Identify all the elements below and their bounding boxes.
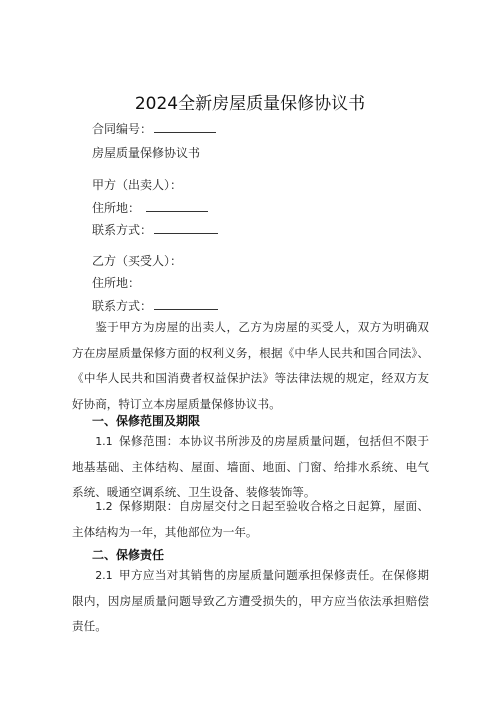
document-title: 2024全新房屋质量保修协议书 [134, 94, 366, 114]
intro-paragraph: 鉴于甲方为房屋的出卖人，乙方为房屋的买受人，双方为明确双方在房屋质量保修方面的权利义务，根据《中华人民共和国合同法》、《中华人民共和国消费者权益保护法》等法律法规的规定，经双方友好协商，特订立本房屋质量保修协议书。 [72, 320, 429, 411]
contract-number-line [92, 121, 216, 136]
party-b-contact-line [92, 298, 218, 313]
document-subtitle: 房屋质量保修协议书 [92, 146, 201, 160]
party-a-contact-line [92, 222, 218, 237]
section-1-item-2-text: 保修期限：自房屋交付之日起至验收合格之日起算，屋面、主体结构为一年，其他部位为一年。 [72, 499, 429, 539]
party-a-contact-blank [154, 222, 218, 234]
party-a-address-line [92, 200, 208, 215]
section-1-item-1-text: 保修范围：本协议书所涉及的房屋质量问题，包括但不限于地基基础、主体结构、屋面、墙面、地面、门窗、给排水系统、电气系统、暖通空调系统、卫生设备、装修装饰等。 [72, 434, 429, 499]
section-2-item-1-text: 甲方应当对其销售的房屋质量问题承担保修责任。在保修期限内，因房屋质量问题导致乙方遭受损失的，甲方应当依法承担赔偿责任。 [72, 568, 429, 633]
party-a-address-blank [146, 200, 208, 212]
contract-number-label: 合同编号： [92, 122, 153, 136]
party-a-contact-label: 联系方式： [92, 223, 153, 237]
party-b-label: 乙方（买受人）： [92, 254, 183, 268]
party-a-address-label: 住所地： [92, 201, 141, 215]
party-b-address-label: 住所地： [92, 276, 141, 290]
section-2-item-1 [72, 563, 429, 640]
section-1-item-2-number: 1.2 [95, 500, 113, 513]
section-1-item-2 [72, 494, 429, 545]
party-b-contact-label: 联系方式： [92, 299, 153, 313]
party-a-label: 甲方（出卖人）： [92, 178, 183, 192]
section-2-item-1-number: 2.1 [95, 569, 113, 582]
contract-number-blank [154, 121, 216, 133]
section-1-heading: 一、保修范围及期限 [92, 414, 201, 428]
section-2-heading: 二、保修责任 [92, 548, 165, 562]
section-1-item-1-number: 1.1 [95, 435, 113, 448]
party-b-contact-blank [154, 298, 218, 310]
